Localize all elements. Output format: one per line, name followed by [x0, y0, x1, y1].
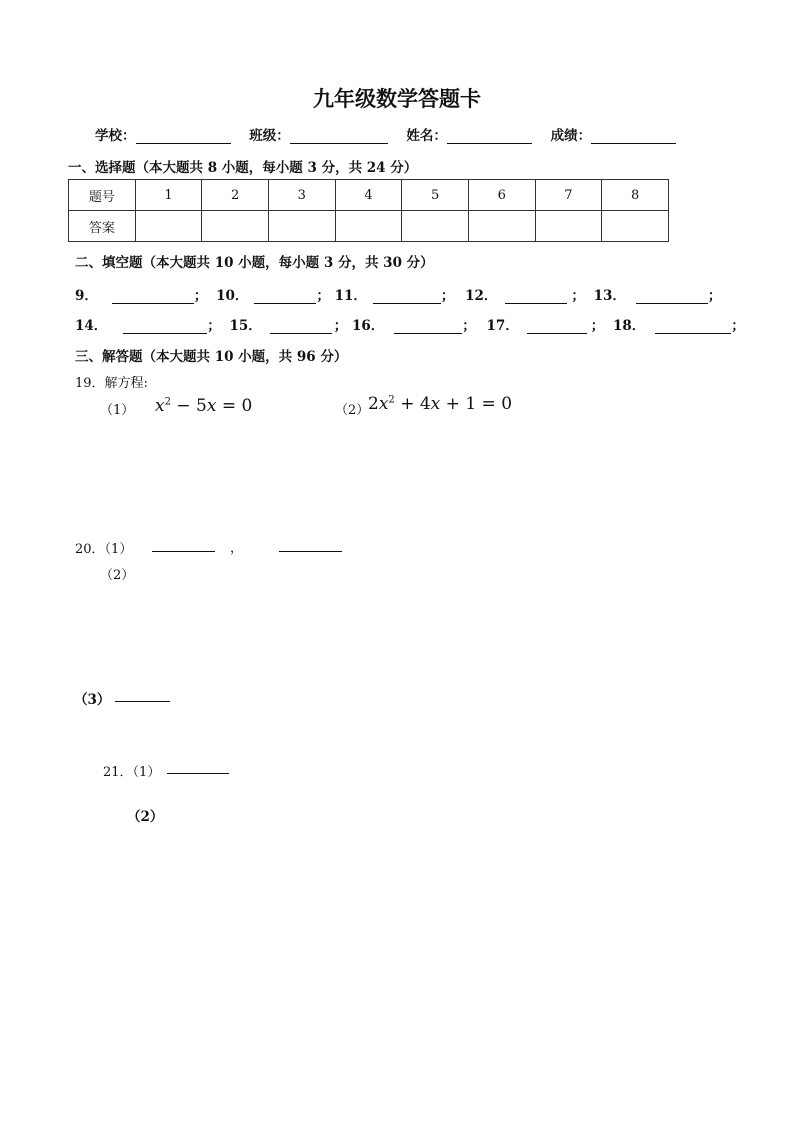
q11-blank[interactable] [373, 289, 441, 304]
student-info-row [95, 124, 690, 144]
separator: ； [440, 288, 455, 304]
answer-cell[interactable] [468, 211, 535, 242]
q10-blank[interactable] [254, 289, 316, 304]
q20-label: 20．（1） [75, 542, 133, 557]
separator: ； [316, 288, 330, 304]
school-blank[interactable] [136, 129, 231, 144]
answer-cell[interactable] [535, 211, 602, 242]
q20-comma: ， [230, 541, 244, 556]
separator: ； [462, 318, 476, 334]
q18-label: 18． [613, 318, 646, 334]
table-row [69, 211, 669, 242]
page-title: 九年级数学答题卡 [313, 86, 481, 111]
q20-part3-blank[interactable] [115, 687, 170, 702]
q14-blank[interactable] [123, 319, 207, 334]
answer-cell[interactable] [135, 211, 202, 242]
q11-label: 11． [334, 288, 367, 304]
name-blank[interactable] [447, 129, 532, 144]
q21-part2-label: （2） [127, 809, 164, 825]
q10-label: 10． [216, 288, 249, 304]
school-label: 学校： [95, 128, 136, 144]
q15-blank[interactable] [270, 319, 332, 334]
q14-label: 14． [75, 318, 108, 334]
question-number: 1 [135, 180, 202, 211]
q19-equation-1: $x^2 - 5x = 0$ [155, 396, 253, 416]
question-number: 2 [202, 180, 269, 211]
school-field [95, 124, 231, 144]
section3-heading: 三、解答题（本大题共 10 小题，共 96 分） [75, 349, 348, 365]
separator: ； [193, 288, 208, 304]
answer-cell[interactable] [335, 211, 402, 242]
answer-cell[interactable] [602, 211, 669, 242]
q9-label: 9． [75, 288, 98, 304]
q19-label: 19．解方程: [75, 376, 148, 391]
q12-label: 12． [465, 288, 498, 304]
q13-label: 13． [593, 288, 626, 304]
question-number: 8 [602, 180, 669, 211]
q19-part1-label: （1） [100, 403, 135, 418]
class-label: 班级： [249, 128, 290, 144]
separator: ； [333, 318, 348, 334]
class-blank[interactable] [290, 129, 388, 144]
q20-blank-2[interactable] [279, 537, 342, 552]
question-number: 3 [268, 180, 335, 211]
fill-row-1 [75, 284, 721, 304]
score-field [551, 124, 677, 144]
q20-part3-label: （3） [74, 692, 111, 708]
q15-label: 15． [229, 318, 262, 334]
question-number: 5 [402, 180, 469, 211]
choice-answer-table [68, 179, 669, 242]
row-header-answer: 答案 [69, 211, 136, 242]
q20-part2-label: （2） [100, 568, 135, 583]
question-number: 7 [535, 180, 602, 211]
score-label: 成绩： [550, 128, 592, 144]
table-row [69, 180, 669, 211]
answer-cell[interactable] [402, 211, 469, 242]
q21-blank[interactable] [167, 759, 229, 774]
separator: ； [707, 288, 722, 304]
class-field [249, 124, 388, 144]
separator: ； [207, 318, 221, 334]
q20-blank-1[interactable] [152, 537, 215, 552]
q19-part2-label: （2） [335, 403, 370, 418]
fill-row-2 [75, 314, 745, 334]
score-blank[interactable] [591, 129, 676, 144]
q18-blank[interactable] [655, 319, 731, 334]
q21-label: 21．（1） [103, 765, 161, 780]
name-label: 姓名： [406, 128, 447, 144]
q17-label: 17． [486, 318, 519, 334]
name-field [406, 124, 532, 144]
section2-heading: 二、填空题（本大题共 10 小题，每小题 3 分，共 30 分） [75, 255, 434, 271]
question-number: 4 [335, 180, 402, 211]
answer-cell[interactable] [268, 211, 335, 242]
separator: ； [590, 318, 605, 334]
section1-heading: 一、选择题（本大题共 8 小题，每小题 3 分，共 24 分） [68, 160, 418, 176]
q13-blank[interactable] [636, 289, 708, 304]
q16-blank[interactable] [394, 319, 462, 334]
row-header-number: 题号 [69, 180, 136, 211]
q16-label: 16． [352, 318, 385, 334]
q9-blank[interactable] [112, 289, 194, 304]
separator: ； [731, 318, 745, 334]
question-number: 6 [468, 180, 535, 211]
answer-cell[interactable] [202, 211, 269, 242]
separator: ； [571, 288, 585, 304]
q17-blank[interactable] [527, 319, 587, 334]
q19-equation-2: $2x^2 + 4x + 1 = 0$ [368, 394, 513, 414]
q12-blank[interactable] [505, 289, 567, 304]
